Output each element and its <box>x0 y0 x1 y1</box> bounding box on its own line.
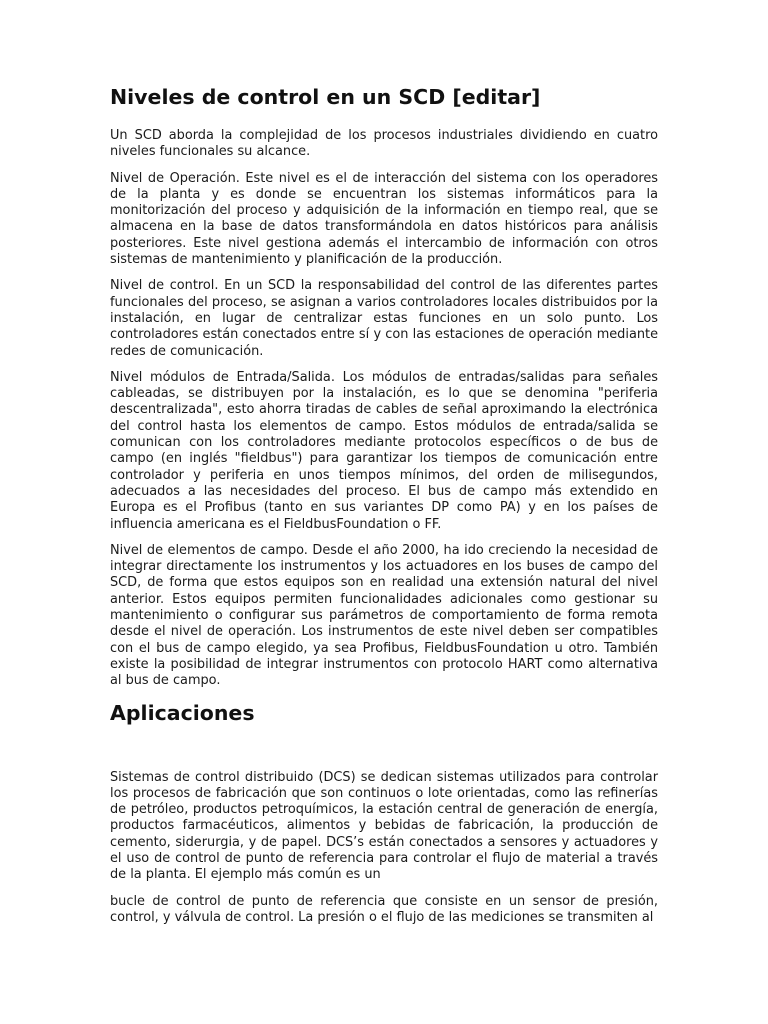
section-heading-aplicaciones: Aplicaciones <box>110 700 255 725</box>
paragraph-intro: Un SCD aborda la complejidad de los procesos industriales dividiendo en cuatro niveles funcionales su alcance. <box>110 128 658 160</box>
paragraph-nivel-entrada-salida: Nivel módulos de Entrada/Salida. Los módulos de entradas/salidas para señales cableadas, se distribuyen por la instalación, es lo que se denomina "periferia descentralizada", esto ahorra tiradas de cables de señal aproximando la electrónica del control hasta los elementos de campo. Estos módulos de entrada/salida se comunican con los controladores mediante protocolos específicos o de bus de campo (en inglés "fieldbus") para garantizar los tiempos de comunicación entre controlador y periferia en unos tiempos mínimos, del orden de milisegundos, adecuados a las necesidades del proceso. El bus de campo más extendido en Europa es el Profibus (tanto en sus variantes DP como PA) y en los países de influencia americana es el FieldbusFoundation o FF. <box>110 369 658 532</box>
paragraph-nivel-control: Nivel de control. En un SCD la responsabilidad del control de las diferentes partes funcionales del proceso, se asignan a varios controladores locales distribuidos por la instalación, en lugar de centralizar estas funciones en un solo punto. Los controladores están conectados entre sí y con las estaciones de operación mediante redes de comunicación. <box>110 278 658 359</box>
paragraph-nivel-operacion: Nivel de Operación. Este nivel es el de interacción del sistema con los operadores de la planta y es donde se encuentran los sistemas informáticos para la monitorización del proceso y adquisición de la información en tiempo real, que se almacena en la base de datos transformándola en datos históricos para análisis posteriores. Este nivel gestiona además el intercambio de información con otros sistemas de mantenimiento y planificación de la producción. <box>110 170 658 268</box>
paragraph-aplicaciones-2: bucle de control de punto de referencia que consiste en un sensor de presión, control, y válvula de control. La presión o el flujo de las mediciones se transmiten al <box>110 893 658 925</box>
paragraph-nivel-elementos-campo: Nivel de elementos de campo. Desde el año 2000, ha ido creciendo la necesidad de integrar directamente los instrumentos y los actuadores en los buses de campo del SCD, de forma que estos equipos son en realidad una extensión natural del nivel anterior. Estos equipos permiten funcionalidades adicionales como gestionar su mantenimiento o configurar sus parámetros de comportamiento de forma remota desde el nivel de operación. Los instrumentos de este nivel deben ser compatibles con el bus de campo elegido, ya sea Profibus, FieldbusFoundation u otro. También existe la posibilidad de integrar instrumentos con protocolo HART como alternativa al bus de campo. <box>110 542 658 689</box>
section-heading-niveles: Niveles de control en un SCD [editar] <box>110 85 541 109</box>
paragraph-aplicaciones-1: Sistemas de control distribuido (DCS) se dedican sistemas utilizados para controlar los procesos de fabricación que son continuos o lote orientadas, como las refinerías de petróleo, productos petroquímicos, la estación central de generación de energía, productos farmacéuticos, alimentos y bebidas de fabricación, la producción de cemento, siderurgia, y de papel. DCS’s están conectados a sensores y actuadores y el uso de control de punto de referencia para controlar el flujo de material a través de la planta. El ejemplo más común es un <box>110 769 658 883</box>
